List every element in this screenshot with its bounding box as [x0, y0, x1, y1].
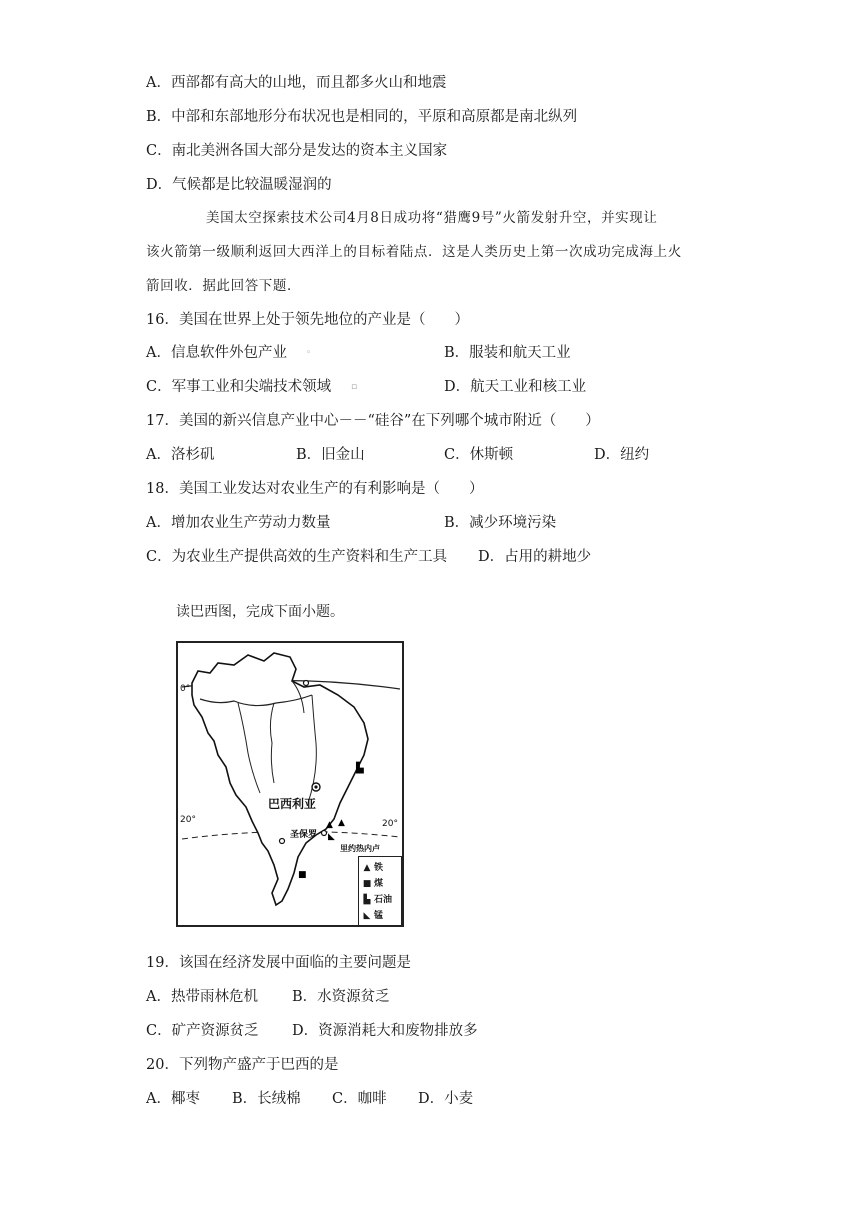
question-17-option-b: B．旧金山: [296, 447, 365, 463]
city-marker: [280, 839, 285, 844]
question-17-option-a: A．洛杉矶: [146, 447, 215, 463]
question-20-option-a: A．椰枣: [146, 1091, 200, 1107]
triangle-icon: ▲: [363, 863, 371, 873]
iron-symbol: ▲: [326, 820, 333, 830]
map-intro: 读巴西图，完成下面小题。: [176, 604, 344, 620]
option-top-a: A．西部都有高大的山地，而且都多火山和地震: [146, 75, 447, 91]
option-top-b: B．中部和东部地形分布状况也是相同的，平原和高原都是南北纵列: [146, 109, 578, 125]
square-icon: ■: [362, 879, 372, 889]
passage-line-1: 美国太空探索技术公司4月8日成功将“猎鹰9号”火箭发射升空，并实现让: [206, 210, 658, 226]
city-label-brasilia: 巴西利亚: [268, 797, 317, 811]
question-18-option-a: A．增加农业生产劳动力数量: [146, 515, 331, 531]
legend-item: [362, 860, 383, 873]
legend-label: 石油: [374, 895, 393, 905]
question-19-option-b: B．水资源贫乏: [292, 989, 390, 1005]
legend-label: 煤: [374, 879, 384, 889]
city-label-rio: 里约热内卢: [340, 844, 380, 853]
question-18-option-c: C．为农业生产提供高效的生产资料和生产工具: [146, 549, 448, 565]
latitude-label-20-west: 20°: [180, 815, 196, 825]
legend-label: 锰: [374, 911, 384, 921]
question-17-option-d: D．纽约: [594, 447, 650, 463]
question-16-option-d: D．航天工业和核工业: [444, 379, 587, 395]
option-top-c: C．南北美洲各国大部分是发达的资本主义国家: [146, 143, 448, 159]
question-16-option-b: B．服装和航天工业: [444, 345, 571, 361]
latitude-label-0: 0°: [180, 684, 191, 694]
question-16-option-a: A．信息软件外包产业: [146, 345, 287, 361]
iron-symbol: ▲: [338, 818, 345, 828]
question-20-option-c: C．咖啡: [332, 1091, 387, 1107]
question-18-option-d: D．占用的耕地少: [478, 549, 592, 565]
legend-label: 铁: [374, 863, 384, 873]
question-18-option-b: B．减少环境污染: [444, 515, 557, 531]
question-19-option-c: C．矿产资源贫乏: [146, 1023, 259, 1039]
latitude-label-20-east: 20°: [382, 819, 398, 829]
manganese-symbol: ◣: [328, 832, 335, 842]
stray-mark: ▫: [351, 382, 358, 392]
passage-line-3: 箭回收．据此回答下题．: [146, 278, 302, 294]
option-top-d: D．气候都是比较温暖湿润的: [146, 177, 332, 193]
manganese-icon: ◣: [363, 911, 371, 921]
question-20-stem: 20．下列物产盛产于巴西的是: [146, 1057, 339, 1073]
passage-line-2: 该火箭第一级顺利返回大西洋上的目标着陆点．这是人类历史上第一次成功完成海上火: [146, 244, 682, 260]
legend-item: [362, 876, 383, 889]
city-label-sao-paulo: 圣保罗: [290, 830, 318, 840]
brazil-outline: [192, 653, 368, 905]
legend-item: [362, 892, 392, 905]
oil-icon: ▙: [363, 895, 371, 905]
question-16-option-c: C．军事工业和尖端技术领域: [146, 379, 332, 395]
question-19-option-a: A．热带雨林危机: [146, 989, 258, 1005]
legend-item: [362, 908, 383, 921]
stray-mark: ◦: [306, 348, 312, 358]
question-17-option-c: C．休斯顿: [444, 447, 514, 463]
city-marker: [322, 831, 327, 836]
map-legend: [358, 856, 402, 926]
oil-symbol: ▙: [356, 763, 364, 774]
question-19-option-d: D．资源消耗大和废物排放多: [292, 1023, 478, 1039]
question-17-stem: 17．美国的新兴信息产业中心－－“硅谷”在下列哪个城市附近（ ）: [146, 413, 600, 429]
question-20-option-b: B．长绒棉: [232, 1091, 301, 1107]
capital-marker: [314, 785, 317, 788]
question-18-stem: 18．美国工业发达对农业生产的有利影响是（ ）: [146, 481, 484, 497]
question-19-stem: 19．该国在经济发展中面临的主要问题是: [146, 955, 411, 971]
coal-symbol: ■: [298, 870, 307, 880]
city-marker: [304, 681, 309, 686]
question-16-stem: 16．美国在世界上处于领先地位的产业是（ ）: [146, 312, 469, 328]
question-20-option-d: D．小麦: [418, 1091, 474, 1107]
